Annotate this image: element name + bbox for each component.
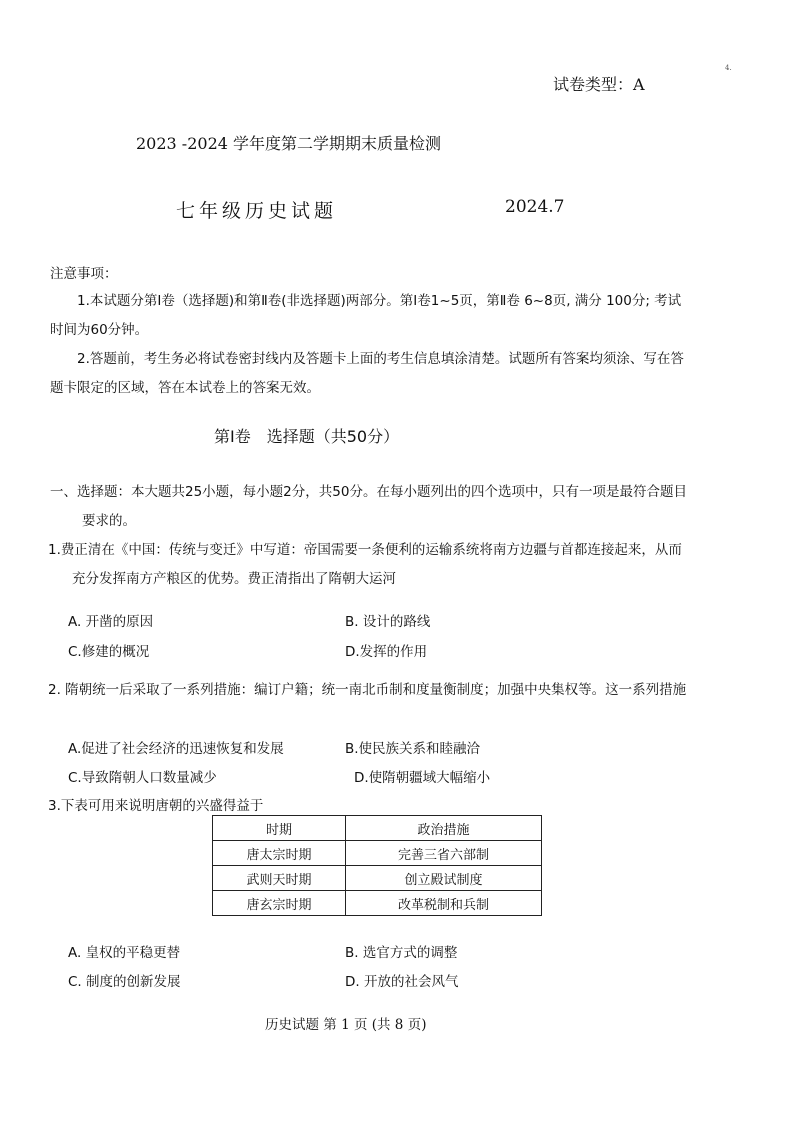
question-2-stem-text: 2. 隋朝统一后采取了一系列措施：编订户籍；统一南北币制和度量衡制度；加强中央集权等。这一系列措施 <box>48 682 687 698</box>
question-1-option-d: D.发挥的作用 <box>345 644 428 660</box>
table-row <box>213 866 542 891</box>
page-footer: 历史试题 第 1 页 (共 8 页) <box>265 1017 427 1033</box>
table-row <box>213 891 542 916</box>
question-2-option-d: D.使隋朝疆域大幅缩小 <box>354 770 491 786</box>
table-cell-period: 唐玄宗时期 <box>213 891 346 916</box>
table-cell-measure: 完善三省六部制 <box>346 841 542 866</box>
question-3-option-a: A. 皇权的平稳更替 <box>68 945 181 961</box>
question-3-stem: 3.下表可用来说明唐朝的兴盛得益于 <box>48 798 264 814</box>
question-2-option-a: A.促进了社会经济的迅速恢复和发展 <box>68 741 284 757</box>
question-2-stem <box>48 676 693 705</box>
notice-item-1 <box>50 287 690 345</box>
table-header-period: 时期 <box>213 816 346 841</box>
question-3-option-d: D. 开放的社会风气 <box>345 974 459 990</box>
table-header-row <box>213 816 542 841</box>
notice-item-2-text: 2.答题前，考生务必将试卷密封线内及答题卡上面的考生信息填涂清楚。试题所有答案均须涂、写在答题卡限定的区域，答在本试卷上的答案无效。 <box>50 351 684 396</box>
table-cell-period: 唐太宗时期 <box>213 841 346 866</box>
notice-item-2 <box>50 345 690 403</box>
question-1-stem <box>48 536 693 594</box>
exam-type-label: 试卷类型：A <box>553 75 645 94</box>
question-3-option-c: C. 制度的创新发展 <box>68 974 181 990</box>
subject-title: 七年级历史试题 <box>176 200 338 222</box>
table-cell-measure: 改革税制和兵制 <box>346 891 542 916</box>
section-instructions-text: 一、选择题：本大题共25小题，每小题2分，共50分。在每小题列出的四个选项中，只有一项是最符合题目要求的。 <box>50 484 687 529</box>
notice-title: 注意事项： <box>50 266 118 282</box>
table-row <box>213 841 542 866</box>
table-header-measures: 政治措施 <box>346 816 542 841</box>
question-2-option-b: B.使民族关系和睦融洽 <box>345 741 481 757</box>
table-cell-period: 武则天时期 <box>213 866 346 891</box>
exam-title: 2023 -2024 学年度第二学期期末质量检测 <box>136 134 442 153</box>
question-1-option-c: C.修建的概况 <box>68 644 150 660</box>
exam-date: 2024.7 <box>505 197 565 217</box>
corner-mark: 4. <box>725 64 732 72</box>
policy-table <box>212 815 542 916</box>
question-1-option-b: B. 设计的路线 <box>345 614 431 630</box>
question-3-option-b: B. 选官方式的调整 <box>345 945 458 961</box>
table-cell-measure: 创立殿试制度 <box>346 866 542 891</box>
section-instructions <box>50 478 690 536</box>
question-1-stem-text: 1.费正清在《中国：传统与变迁》中写道：帝国需要一条便利的运输系统将南方边疆与首都连接起来，从而充分发挥南方产粮区的优势。费正清指出了隋朝大运河 <box>48 542 682 587</box>
notice-item-1-text: 1.本试题分第Ⅰ卷（选择题)和第Ⅱ卷(非选择题)两部分。第Ⅰ卷1~5页，第Ⅱ卷 6~8页, 满分 100分; 考试时间为60分钟。 <box>50 293 682 338</box>
section-title: 第Ⅰ卷 选择题（共50分） <box>214 427 400 446</box>
question-2-option-c: C.导致隋朝人口数量减少 <box>68 770 217 786</box>
question-1-option-a: A. 开凿的原因 <box>68 614 154 630</box>
